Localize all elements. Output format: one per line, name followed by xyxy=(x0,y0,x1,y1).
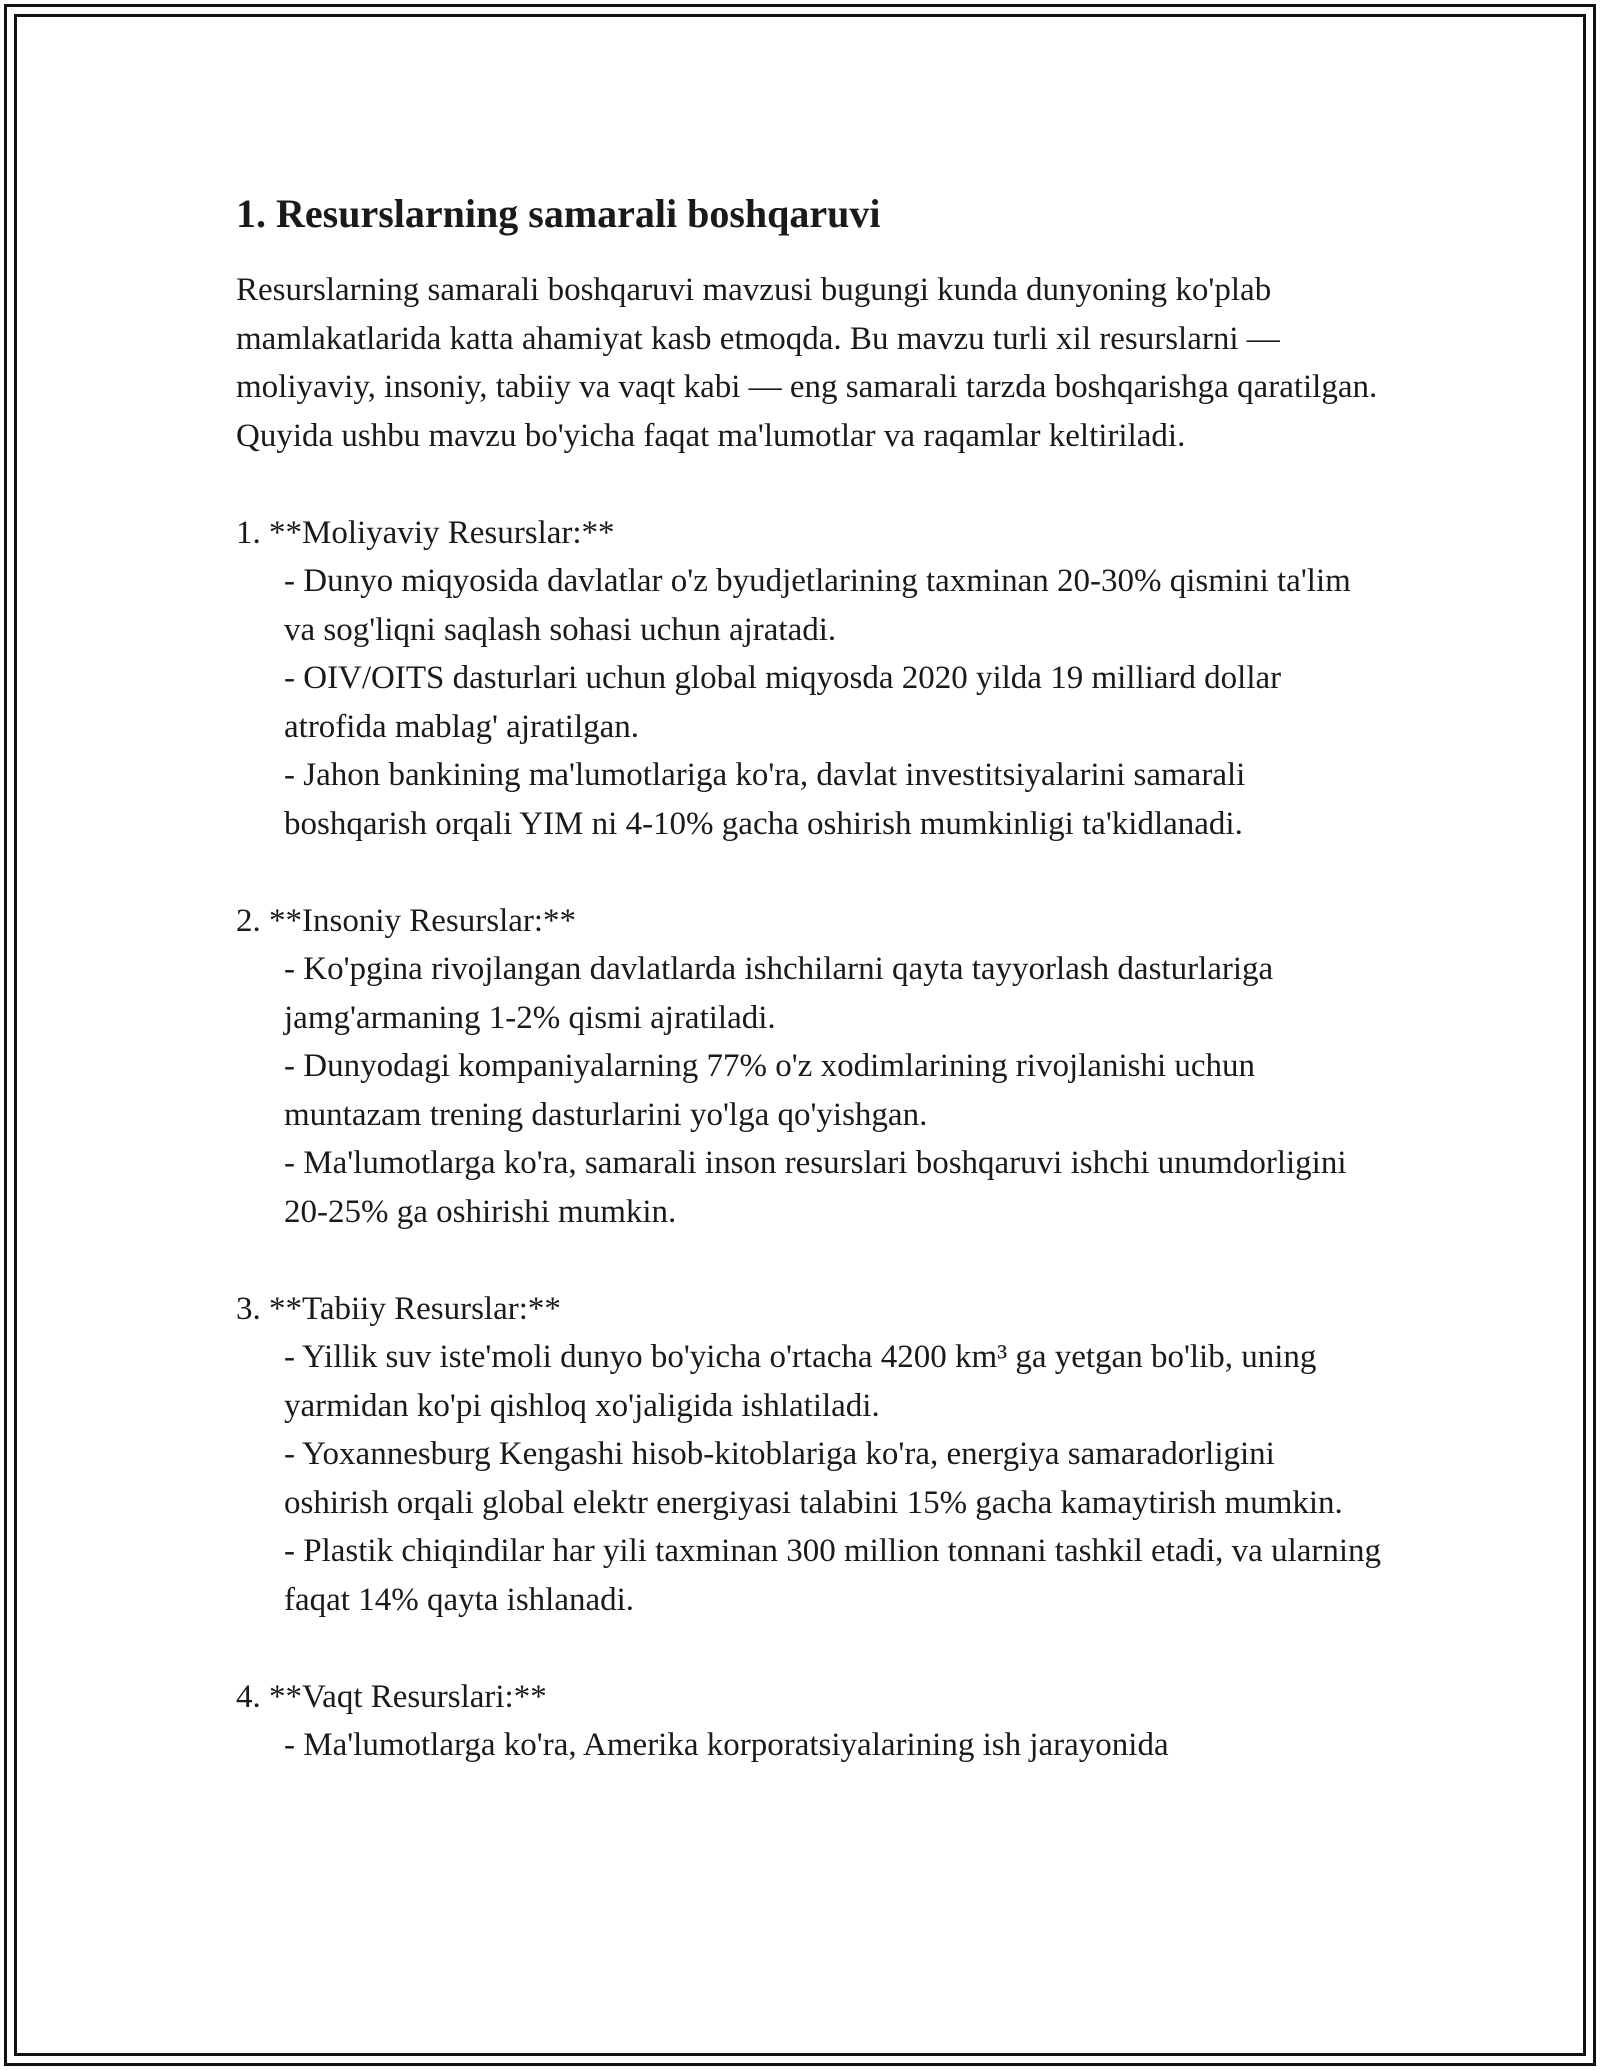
section-time xyxy=(236,1673,1386,1770)
list-item: - Plastik chiqindilar har yili taxminan 300 million tonnani tashkil etadi, va ularning faqat 14% qayta ishlanadi. xyxy=(284,1533,1382,1618)
section-heading: 1. **Moliyaviy Resurslar:** xyxy=(236,514,615,551)
list-item: - Ko'pgina rivojlangan davlatlarda ishchilarni qayta tayyorlash dasturlariga jamg'armaning 1-2% qismi ajratiladi. xyxy=(284,951,1274,1036)
section-heading: 3. **Tabiiy Resurslar:** xyxy=(236,1290,561,1327)
list-item: - Yillik suv iste'moli dunyo bo'yicha o'rtacha 4200 km³ ga yetgan bo'lib, uning yarmidan ko'pi qishloq xo'jaligida ishlatiladi. xyxy=(284,1339,1317,1424)
document-body xyxy=(236,188,1386,1770)
section-financial xyxy=(236,509,1386,849)
list-item: - Dunyo miqyosida davlatlar o'z byudjetlarining taxminan 20-30% qismini ta'lim va sog'liqni saqlash sohasi uchun ajratadi. xyxy=(284,563,1351,648)
list-item: - Yoxannesburg Kengashi hisob-kitoblariga ko'ra, energiya samaradorligini oshirish orqali global elektr energiyasi talabini 15% gacha kamaytirish mumkin. xyxy=(284,1436,1343,1521)
list-item: - Dunyodagi kompaniyalarning 77% o'z xodimlarining rivojlanishi uchun muntazam trening dasturlarini yo'lga qo'yishgan. xyxy=(284,1048,1256,1133)
section-natural xyxy=(236,1285,1386,1625)
section-heading: 2. **Insoniy Resurslar:** xyxy=(236,902,577,939)
section-heading: 4. **Vaqt Resurslari:** xyxy=(236,1678,547,1715)
document-title: 1. Resurslarning samarali boshqaruvi xyxy=(236,191,881,236)
intro-paragraph: Resurslarning samarali boshqaruvi mavzusi bugungi kunda dunyoning ko'plab mamlakatlarida katta ahamiyat kasb etmoqda. Bu mavzu turli xil resurslarni — moliyaviy, insoniy, tabiiy va vaqt kabi — eng samarali tarzda boshqarishga qaratilgan. Quyida ushbu mavzu bo'yicha faqat ma'lumotlar va raqamlar keltiriladi. xyxy=(236,272,1378,454)
section-human xyxy=(236,897,1386,1237)
list-item: - Ma'lumotlarga ko'ra, Amerika korporatsiyalarining ish jarayonida xyxy=(284,1727,1169,1763)
list-item: - OIV/OITS dasturlari uchun global miqyosda 2020 yilda 19 milliard dollar atrofida mablag' ajratilgan. xyxy=(284,660,1282,745)
list-item: - Jahon bankining ma'lumotlariga ko'ra, davlat investitsiyalarini samarali boshqarish orqali YIM ni 4-10% gacha oshirish mumkinligi ta'kidlanadi. xyxy=(284,757,1246,842)
list-item: - Ma'lumotlarga ko'ra, samarali inson resurslari boshqaruvi ishchi unumdorligini 20-25% ga oshirishi mumkin. xyxy=(284,1145,1347,1230)
